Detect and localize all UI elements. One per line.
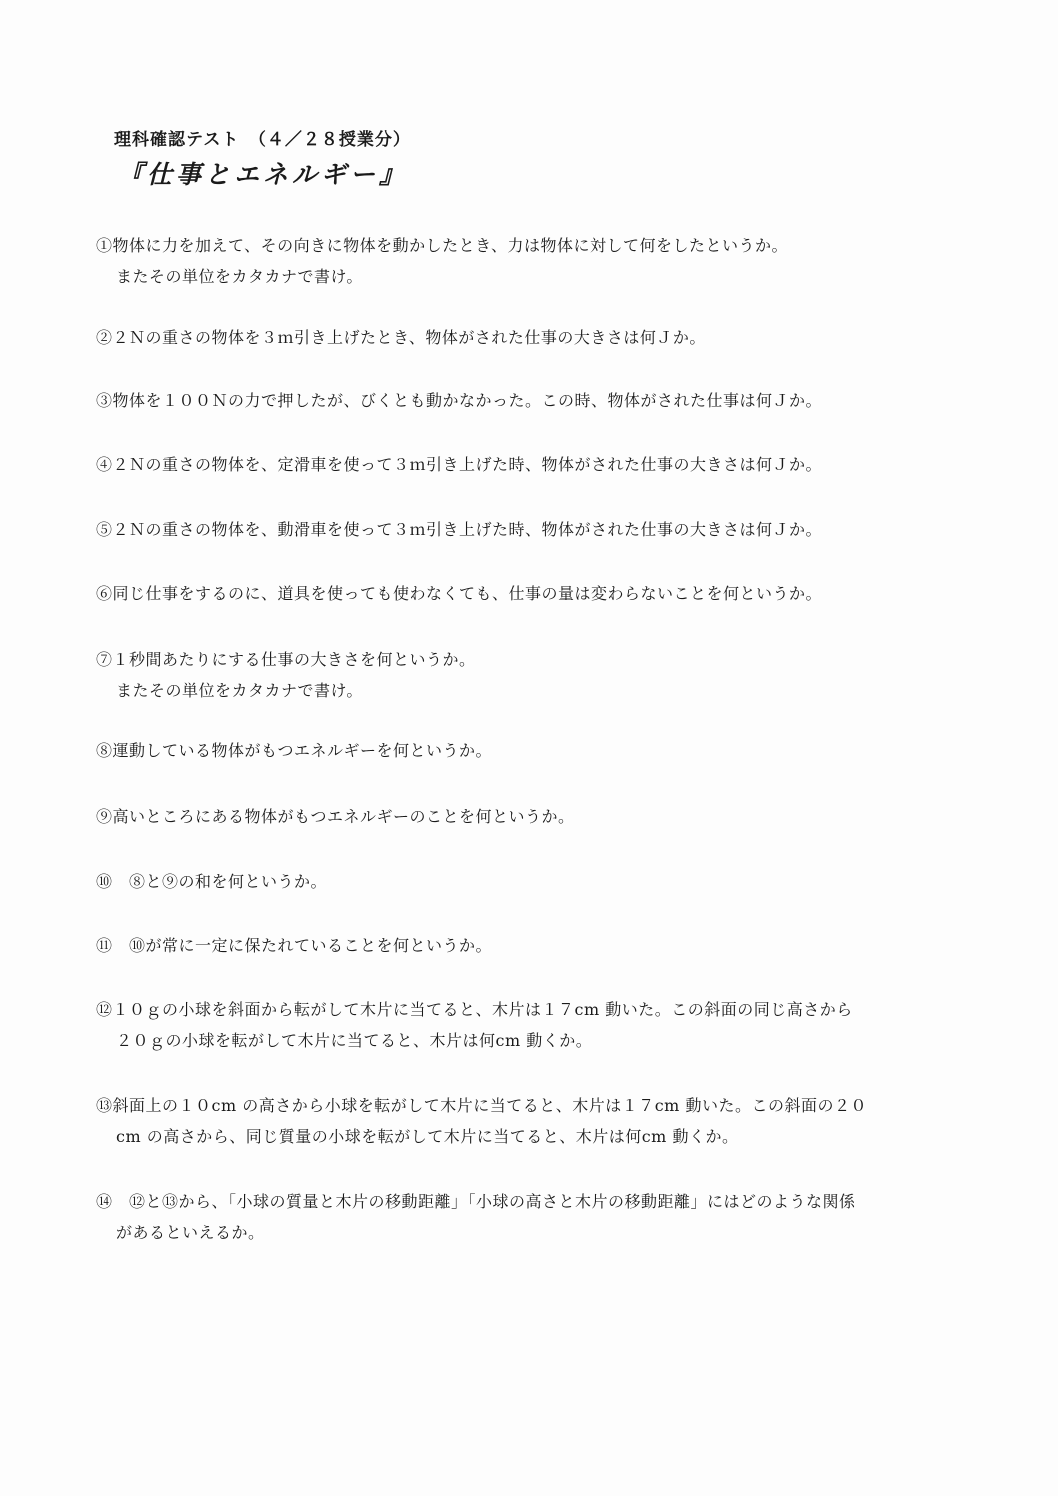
question-3-text: ③物体を１００Ｎの力で押したが、びくとも動かなかった。この時、物体がされた仕事は何Ｊか。 xyxy=(96,391,823,410)
question-11 xyxy=(96,930,492,961)
question-5 xyxy=(96,514,822,545)
question-7 xyxy=(96,644,476,706)
question-8-text: ⑧運動している物体がもつエネルギーを何というか。 xyxy=(96,741,493,760)
question-14 xyxy=(96,1186,856,1248)
question-7-text: ⑦１秒間あたりにする仕事の大きさを何というか。 xyxy=(96,650,476,669)
question-3 xyxy=(96,385,822,416)
question-4 xyxy=(96,449,822,480)
question-14-text-cont: があるといえるか。 xyxy=(116,1223,265,1242)
question-2 xyxy=(96,322,706,353)
question-13-text-cont: cm の高さから、同じ質量の小球を転がして木片に当てると、木片は何cm 動くか。 xyxy=(116,1127,739,1146)
question-10 xyxy=(96,866,327,897)
question-9-text: ⑨高いところにある物体がもつエネルギーのことを何というか。 xyxy=(96,807,575,826)
question-5-text: ⑤２Ｎの重さの物体を、動滑車を使って３ｍ引き上げた時、物体がされた仕事の大きさは何Ｊか。 xyxy=(96,520,823,539)
question-8 xyxy=(96,735,492,766)
question-7-text-cont: またその単位をカタカナで書け。 xyxy=(116,681,363,700)
question-12-text: ⑫１０ｇの小球を斜面から転がして木片に当てると、木片は１７cm 動いた。この斜面の同じ高さから xyxy=(96,1000,853,1019)
question-10-text: ⑩ ⑧と⑨の和を何というか。 xyxy=(96,872,328,891)
worksheet-header xyxy=(114,128,934,192)
question-1 xyxy=(96,230,788,292)
question-14-text: ⑭ ⑫と⑬から、「小球の質量と木片の移動距離」「小球の高さと木片の移動距離」にはどのような関係 xyxy=(96,1192,856,1211)
question-4-text: ④２Ｎの重さの物体を、定滑車を使って３ｍ引き上げた時、物体がされた仕事の大きさは何Ｊか。 xyxy=(96,455,823,474)
question-12 xyxy=(96,994,853,1056)
question-13 xyxy=(96,1090,867,1152)
question-1-text-cont: またその単位をカタカナで書け。 xyxy=(116,267,363,286)
question-1-text: ①物体に力を加えて、その向きに物体を動かしたとき、力は物体に対して何をしたというか。 xyxy=(96,236,789,255)
question-2-text: ②２Ｎの重さの物体を３ｍ引き上げたとき、物体がされた仕事の大きさは何Ｊか。 xyxy=(96,328,706,347)
question-11-text: ⑪ ⑩が常に一定に保たれていることを何というか。 xyxy=(96,936,493,955)
question-6 xyxy=(96,578,822,609)
question-12-text-cont: ２０ｇの小球を転がして木片に当てると、木片は何cm 動くか。 xyxy=(116,1031,593,1050)
question-13-text: ⑬斜面上の１０cm の高さから小球を転がして木片に当てると、木片は１７cm 動いた。この斜面の２０ xyxy=(96,1096,867,1115)
page-title: 『仕事とエネルギー』 xyxy=(118,160,409,189)
question-9 xyxy=(96,801,575,832)
question-6-text: ⑥同じ仕事をするのに、道具を使っても使わなくても、仕事の量は変わらないことを何というか。 xyxy=(96,584,823,603)
test-subtitle: 理科確認テスト （４／２８授業分） xyxy=(114,130,411,150)
